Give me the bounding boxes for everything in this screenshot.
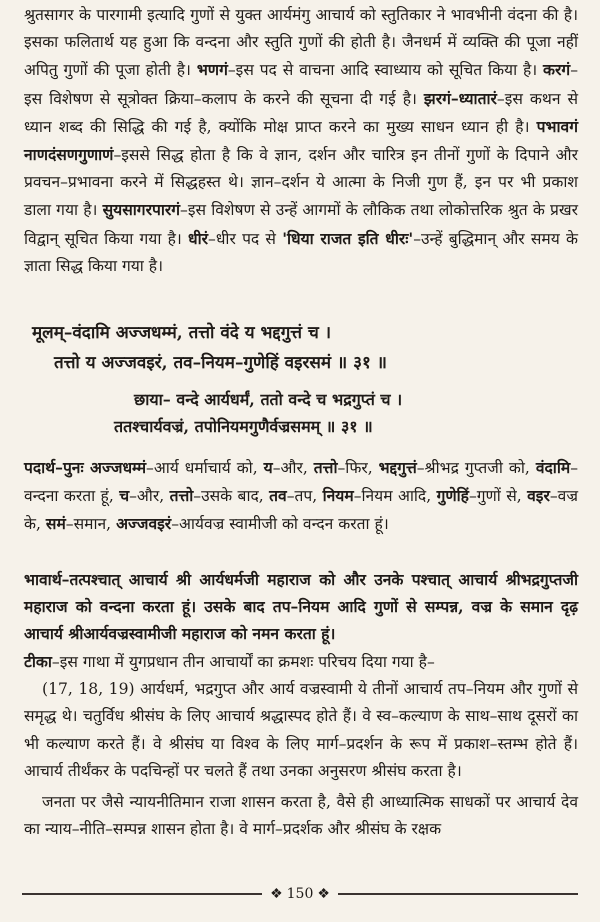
text-run: –वन्दना करता हूं, [24, 459, 579, 506]
text-run: –उसके बाद, [193, 487, 264, 506]
text-run: –उन्हें बुद्धिमान् और समय के ज्ञाता सिद्ध किया गया है। [24, 229, 579, 275]
keyword: 'धिया राजत इति धीरः' [282, 228, 414, 248]
keyword: सुयसागरपारगं [102, 200, 181, 220]
keyword: पभावगं नाणदंसणगुणाणं [24, 116, 578, 165]
verse-line-1: मूलम्–वंदामि अज्जधम्मं, तत्तो वंदे य भद्दगुत्तं च । [32, 323, 332, 343]
keyword: टीका [24, 652, 52, 671]
text-run: –फिर, [337, 459, 373, 477]
keyword: अज्जवइरं [116, 514, 172, 534]
tika-body: (17, 18, 19) आर्यधर्म, भद्रगुप्त और आर्य वज्रस्वामी ये तीनों आचार्य तप–नियम और गुणों से समृद्ध थे। चतुर्विध श्रीसंघ के लिए आचार्य श्रद्धास्पद होते हैं। वे स्व–कल्याण के साथ–साथ दूसरों का भी कल्याण करते हैं। वे श्रीसंघ या विश्व के लिए मार्ग–प्रदर्शन के रूप में प्रकाश–स्तम्भ होते हैं। आचार्य तीर्थंकर के पदचिन्हों पर चलते हैं तथा उनका अनुसरण श्रीसंघ करता है। [24, 680, 578, 780]
footer-rule-right [338, 893, 578, 895]
keyword: वंदामि [535, 458, 571, 477]
page-number-group [262, 886, 338, 902]
keyword: तत्तो [169, 486, 194, 506]
chhaya-line-1: छाया– वन्दे आर्यधर्मं, ततो वन्दे च भद्रगुप्तं च । [134, 390, 403, 409]
keyword: य [263, 458, 273, 477]
bhavarth-paragraph [24, 566, 578, 648]
text-run: –इस विशेषण से उन्हें आगमों के लौकिक तथा लोकोत्तरिक श्रुत के प्रखर विद्वान् सूचित किया गया है। [24, 201, 579, 248]
keyword: नियम [322, 486, 354, 506]
text-run: –और, [129, 487, 165, 506]
commentary-paragraph [24, 2, 578, 280]
sanskrit-chhaya [24, 386, 578, 440]
chhaya-line-2: ततश्चार्यवज्रं, तपोनियमगुणैर्वज्रसमम् ॥ ३१ ॥ [114, 417, 373, 436]
footer-rule-left [22, 893, 262, 895]
flower-ornament-icon: ❖ [270, 886, 283, 902]
text-run: –इस गाथा में युगप्रधान तीन आचार्यों का क्रमशः परिचय दिया गया है– [51, 653, 435, 671]
text-run: –समान, [65, 515, 112, 534]
keyword: भणगं [196, 60, 228, 80]
text-run: –धीर पद से [208, 229, 276, 248]
text-run: –इससे सिद्ध होता है कि वे ज्ञान, दर्शन और चारित्र इन तीनों गुणों के दिपाने और प्रवचन–प्रभावना करने में सिद्धहस्त थे। ज्ञान–दर्शन ये आत्मा के निजी गुण हैं, इन पर भी प्रकाश डाला गया है। [24, 146, 578, 220]
text-run: श्रुतसागर के पारगामी इत्यादि गुणों से युक्त आर्यमंगु आचार्य को स्तुतिकार ने भावभीनी वंदना की है। इसका फलितार्थ यह हुआ कि वन्दना और स्तुति गुणों की होती है। जैनधर्म में व्यक्ति की पूजा नहीं अपितु गुणों की पूजा होती है। [24, 6, 578, 80]
text-run: –और, [272, 459, 308, 477]
bhavarth-text: भावार्थ–तत्पश्चात् आचार्य श्री आर्यधर्मजी महाराज को और उनके पश्चात् आचार्य श्रीभद्रगुप्तजी महाराज को वन्दना करता हूं। उसके बाद तप–नियम आदि गुणों से सम्पन्न, वज्र के समान दृढ़ आचार्य श्रीआर्यवज्रस्वामीजी महाराज को नमन करता हूं। [24, 570, 578, 644]
tika-body-continued: जनता पर जैसे न्यायनीतिमान राजा शासन करता है, वैसे ही आध्यात्मिक साधकों पर आचार्य देव का न्याय–नीति–सम्पन्न शासन होता है। वे मार्ग–प्रदर्शक और श्रीसंघ के रक्षक [24, 793, 578, 839]
text-run: –आर्य धर्माचार्य को, [146, 459, 258, 477]
keyword: च [119, 486, 130, 506]
text-run: –श्रीभद्र गुप्तजी को, [416, 459, 530, 477]
text-run: –इस पद से वाचना आदि स्वाध्याय को सूचित किया है। [227, 61, 538, 80]
text-run: –इस कथन से ध्यान शब्द की सिद्धि की गई है, क्योंकि मोक्ष प्राप्त करने का मुख्य साधन ध्यान ही है। [24, 89, 578, 136]
page-number: 150 [286, 886, 314, 902]
keyword: समं [45, 514, 66, 534]
keyword: तत्तो [313, 458, 338, 477]
keyword: वइर [527, 486, 550, 506]
text-run: –आर्यवज्र स्वामीजी को वन्दन करता हूं। [171, 515, 389, 534]
keyword: तव [269, 486, 287, 506]
verse-line-2: तत्तो य अज्जवइरं, तव–नियम–गुणेहिं वइरसमं ॥ ३१ ॥ [54, 353, 387, 373]
keyword: गुणेहिं [436, 486, 469, 506]
text-run: –नियम आदि, [353, 487, 432, 506]
page-footer [22, 884, 578, 904]
keyword: करगं [543, 60, 571, 80]
text-run: –वज्र के, [24, 487, 578, 534]
keyword: पदार्थ–पुनः अज्जधम्मं [24, 458, 147, 477]
padarth-paragraph [24, 454, 578, 539]
prakrit-verse [24, 318, 578, 378]
keyword: धीरं [188, 228, 209, 248]
text-run: –तप, [286, 487, 318, 506]
keyword: भद्दगुत्तं [378, 458, 417, 477]
text-run: –गुणों से, [468, 487, 522, 506]
text-run: –इस विशेषण से सूत्रोक्त क्रिया–कलाप के करने की सूचना दी गई है। [24, 61, 578, 108]
tika-paragraph [24, 648, 578, 843]
keyword: झरगं–ध्यातारं [423, 88, 497, 108]
flower-ornament-icon: ❖ [317, 886, 330, 902]
